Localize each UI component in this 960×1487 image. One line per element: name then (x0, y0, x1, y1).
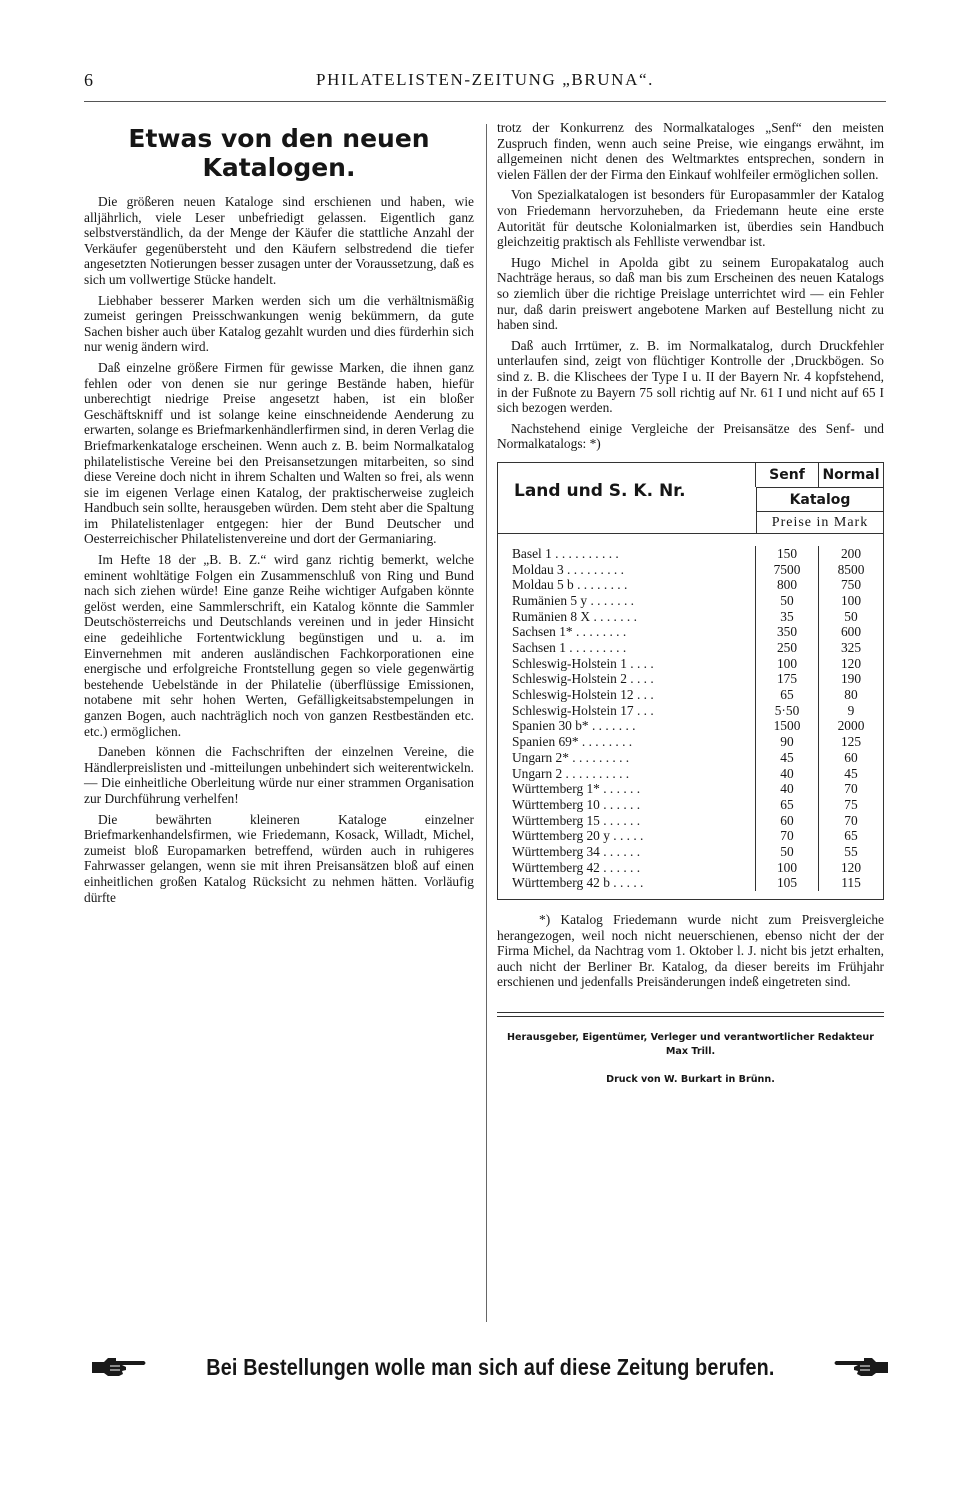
publisher-imprint: Herausgeber, Eigentümer, Verleger und verantwortlicher Redakteur Max Trill. (507, 1031, 874, 1057)
table-row (498, 546, 883, 562)
table-row (498, 797, 883, 813)
double-rule (497, 1012, 884, 1017)
printer-imprint: Druck von W. Burkart in Brünn. (606, 1073, 775, 1085)
cell-normal: 60 (818, 750, 883, 766)
table-row (498, 844, 883, 860)
cell-normal: 120 (818, 860, 883, 876)
cell-senf: 50 (755, 844, 818, 860)
table-row (498, 875, 883, 891)
table-row (498, 860, 883, 876)
cell-senf: 65 (755, 797, 818, 813)
table-row (498, 656, 883, 672)
cell-land: Sachsen 1* . . . . . . . . (512, 624, 627, 640)
cell-normal: 70 (818, 781, 883, 797)
column-header-land: Land und S. K. Nr. (514, 480, 686, 501)
table-row (498, 562, 883, 578)
cell-land: Moldau 5 b . . . . . . . . (512, 577, 628, 593)
cell-normal: 50 (818, 609, 883, 625)
pointing-hand-right-icon (90, 1354, 148, 1380)
cell-land: Württemberg 1* . . . . . . (512, 781, 641, 797)
cell-land: Schleswig-Holstein 2 . . . . (512, 671, 654, 687)
cell-senf: 35 (755, 609, 818, 625)
cell-normal: 8500 (818, 562, 883, 578)
column-divider (486, 124, 487, 1322)
right-column (497, 120, 884, 1087)
cell-normal: 115 (818, 875, 883, 891)
table-row (498, 718, 883, 734)
cell-land: Schleswig-Holstein 12 . . . (512, 687, 654, 703)
paragraph: Liebhaber besserer Marken werden sich um die verhältnismäßig zumeist geringen Preisschwankungen wenig bekümmern, da gute Sachen bisher auch über Katalog gezahlt wurden und dies fürderhin sich nur wenig ändern wird. (84, 292, 474, 355)
cell-senf: 70 (755, 828, 818, 844)
cell-senf: 175 (755, 671, 818, 687)
cell-land: Württemberg 20 y . . . . . (512, 828, 644, 844)
cell-land: Sachsen 1 . . . . . . . . . (512, 640, 627, 655)
cell-land: Württemberg 34 . . . . . . (512, 843, 641, 859)
table-row (498, 577, 883, 593)
cell-senf: 7500 (755, 562, 818, 578)
table-row (498, 703, 883, 719)
cell-land: Spanien 30 b* . . . . . . . (512, 718, 636, 734)
paragraph: Daß auch Irrtümer, z. B. im Normalkatalog, durch Druckfehler unterlaufen sind, zeigt von flüchtiger Kontrolle der ‚Druckbögen. So sind z. B. die Klischees der Type I u. II der Bayern Nr. 4 kopfstehend, in der Fußnote zu Bayern 75 soll richtig auf Nr. 61 I und nicht auf 65 I sich bezogen werden. (497, 337, 884, 416)
cell-normal: 9 (818, 703, 883, 719)
cell-normal: 200 (818, 546, 883, 562)
table-row (498, 593, 883, 609)
paragraph: Daß einzelne größere Firmen für gewisse Marken, die ihnen ganz fehlen oder von denen sie nur geringe Bestände haben, hiefür unberechtigt niedrige Preise angesetzt haben, ist ein bloßer Geschäftskniff und ist solange keine einschneidende Aenderung zu erwarten, solange es Briefmarkenhändlerfirmen sind, in deren Verlag die Briefmarkenkataloge erscheinen. Wenn auch z. B. beim Normalkatalog philatelistische Vereine bei den Preisansetzungen mitarbeiten, so sind diese Vereine doch nicht in ihrem Schalten und Walten so frei, als wenn sie im eigenen Verlage einen Katalog, der praktischerweise zugleich Handbuch sein sollte, herausgeben würden. Dem steht aber die Spaltung im Philatelistenlager entgegen: hier der Bund Deutscher und Oesterreichischer Philatelistenvereine und dort der Germaniaring. (84, 359, 474, 547)
column-header-katalog: Katalog (756, 487, 883, 511)
cell-land: Schleswig-Holstein 17 . . . (512, 702, 654, 718)
table-row (498, 750, 883, 766)
cell-land: Württemberg 15 . . . . . . (512, 812, 641, 828)
cell-normal: 325 (818, 640, 883, 656)
cell-senf: 800 (755, 577, 818, 593)
cell-senf: 150 (755, 546, 818, 562)
cell-normal: 55 (818, 844, 883, 860)
cell-normal: 70 (818, 813, 883, 829)
table-row (498, 609, 883, 625)
cell-senf: 40 (755, 766, 818, 782)
cell-normal: 80 (818, 687, 883, 703)
cell-senf: 40 (755, 781, 818, 797)
cell-normal: 600 (818, 624, 883, 640)
paragraph: Die größeren neuen Kataloge sind erschienen und haben, wie alljährlich, viele Leser unbefriedigt gelassen. Eigentlich ganz selbstverständlich, da der Menge der Käufer die stattliche Anzahl der Verkäufer gegenübersteht und den Käufern selbstredend die tiefer angesetzten Notierungen besser zusagen unter der Voraussetzung, daß es sich um vollwertige Stücke handelt. (84, 194, 474, 287)
cell-senf: 100 (755, 860, 818, 876)
cell-normal: 750 (818, 577, 883, 593)
table-row (498, 640, 883, 656)
paragraph: Daneben können die Fachschriften der einzelnen Vereine, die Händlerpreislisten und -mitteilungen unbehindert sich weiterentwickeln. — Die einheitliche Oberleitung würde nur einer strammen Organisation zur Durchführung verhelfen! (84, 744, 474, 806)
paragraph: Nachstehend einige Vergleiche der Preisansätze des Senf- und Normalkatalogs: *) (497, 420, 884, 452)
cell-land: Schleswig-Holstein 1 . . . . (512, 655, 654, 671)
cell-normal: 100 (818, 593, 883, 609)
bottom-notice (90, 1347, 890, 1387)
cell-normal: 45 (818, 766, 883, 782)
cell-land: Basel 1 . . . . . . . . . . (512, 545, 619, 561)
table-row (498, 781, 883, 797)
left-column (84, 118, 474, 910)
cell-normal: 120 (818, 656, 883, 672)
table-row (498, 671, 883, 687)
price-comparison-table (497, 462, 884, 899)
page-number: 6 (84, 70, 93, 90)
page-header (84, 70, 886, 92)
cell-senf: 105 (755, 875, 818, 891)
header-rule (84, 101, 886, 102)
footnote: *) Katalog Friedemann wurde nicht zum Preisvergleiche herangezogen, weil noch nicht neuerschienen, ebenso nicht der der Firma Michel, da Nachtrag vom 1. Oktober l. J. nicht bis jetzt erhalten, auch nicht der Berliner Br. Katalog, da dieser bereits im Frühjahr erschienen und jedenfalls Preisänderungen indeß eingetreten sind. (497, 912, 884, 989)
paragraph: Von Spezialkatalogen ist besonders für Europasammler der Katalog von Friedemann hervorzuheben, da Friedemann heute eine erste Autorität für deutsche Kolonialmarken ist, überdies sein Handbuch gleichzeitig praktisch als Fehlliste verwendbar ist. (497, 187, 884, 250)
running-title: PHILATELISTEN-ZEITUNG „BRUNA“. (316, 70, 654, 89)
table-body (498, 534, 883, 899)
cell-senf: 60 (755, 813, 818, 829)
cell-land: Württemberg 10 . . . . . . (512, 796, 641, 812)
cell-normal: 125 (818, 734, 883, 750)
cell-senf: 250 (755, 640, 818, 656)
bottom-notice-text: Bei Bestellungen wolle man sich auf diese Zeitung berufen. (205, 1353, 775, 1380)
cell-land: Rumänien 8 X . . . . . . . (512, 608, 637, 624)
column-header-normal: Normal (818, 463, 883, 487)
cell-land: Württemberg 42 . . . . . . (512, 859, 641, 875)
column-header-senf: Senf (755, 463, 818, 487)
paragraph: Im Hefte 18 der „B. B. Z.“ wird ganz richtig bemerkt, welche eminent wohltätige Folgen ein Zusammenschluß von Ring und Bund nach sich ziehen würde! Eine ganze Reihe wichtiger Aufgaben könnte gelöst werden, eine Sammlerschrift, ein Katalog könnte die Sammler Deutschösterreichs und Deutschlands vereinen und in jeder Hinsicht eine gedeihliche Fortentwicklung begünstigen und u. a. im Einvernehmen mit anderen ausländischen Fachkorporationen eine energische und erfolgreiche Frontstellung gegen so viele gegenwärtig bestehende Uebelstände in der Philatelie (überflüssige Emissionen, notabene mit sehr hohen Werten, Gefälligkeitsabstempelungen in ganzen Bogen, auch nachträglich noch von ganzen Restbeständen etc. etc.) ermöglichen. (84, 552, 474, 739)
cell-senf: 5·50 (755, 703, 818, 719)
cell-senf: 90 (755, 734, 818, 750)
cell-senf: 100 (755, 656, 818, 672)
cell-land: Ungarn 2* . . . . . . . . . (512, 749, 630, 765)
cell-land: Spanien 69* . . . . . . . . (512, 734, 633, 750)
cell-senf: 350 (755, 624, 818, 640)
cell-land: Württemberg 42 b . . . . . (512, 875, 644, 891)
cell-normal: 75 (818, 797, 883, 813)
cell-land: Moldau 3 . . . . . . . . . (512, 561, 624, 577)
cell-normal: 190 (818, 671, 883, 687)
paragraph: trotz der Konkurrenz des Normalkataloges „Senf“ den meisten Zuspruch finden, wenn auch seine Preise, wie eingangs erwähnt, im allgemeinen nicht denen des Weltmarktes entsprechen, sondern in vielen Fällen der der Firma den Einkauf wohlfeiler ermöglichen sollen. (497, 120, 884, 182)
article-title: Etwas von den neuen Katalogen. (128, 124, 430, 182)
table-bottom-rule (497, 899, 884, 900)
table-row (498, 766, 883, 782)
table-row (498, 624, 883, 640)
cell-land: Rumänien 5 y . . . . . . . (512, 592, 634, 608)
cell-land: Ungarn 2 . . . . . . . . . . (512, 765, 630, 781)
table-row (498, 687, 883, 703)
cell-senf: 65 (755, 687, 818, 703)
paragraph: Die bewährten kleineren Kataloge einzelner Briefmarkenhandelsfirmen, wie Friedemann, Kosack, Willadt, Michel, zumeist bloß Europamarken betreffend, würden auch in ruhigeres Fahrwasser gelangen, wenn sie mit ihren Preisansätzen bloß auf einen einheitlichen großen Katalog Rücksicht zu nehmen hätten. Vorläufig dürfte (84, 811, 474, 905)
paragraph: Hugo Michel in Apolda gibt zu seinem Europakatalog auch Nachträge heraus, so daß man bis zum Erscheinen des neuen Katalogs so ziemlich über die richtige Preislage unterrichtet wird — ein Fehler nur, daß darin preiswert angebotene Marken auf Bestellung nicht zu haben sind. (497, 254, 884, 333)
table-row (498, 828, 883, 844)
cell-normal: 2000 (818, 718, 883, 734)
table-row (498, 813, 883, 829)
table-row (498, 734, 883, 750)
cell-senf: 50 (755, 593, 818, 609)
pointing-hand-left-icon (832, 1354, 890, 1380)
cell-normal: 65 (818, 828, 883, 844)
cell-senf: 45 (755, 750, 818, 766)
column-header-unit: Preise in Mark (756, 511, 883, 533)
cell-senf: 1500 (755, 718, 818, 734)
